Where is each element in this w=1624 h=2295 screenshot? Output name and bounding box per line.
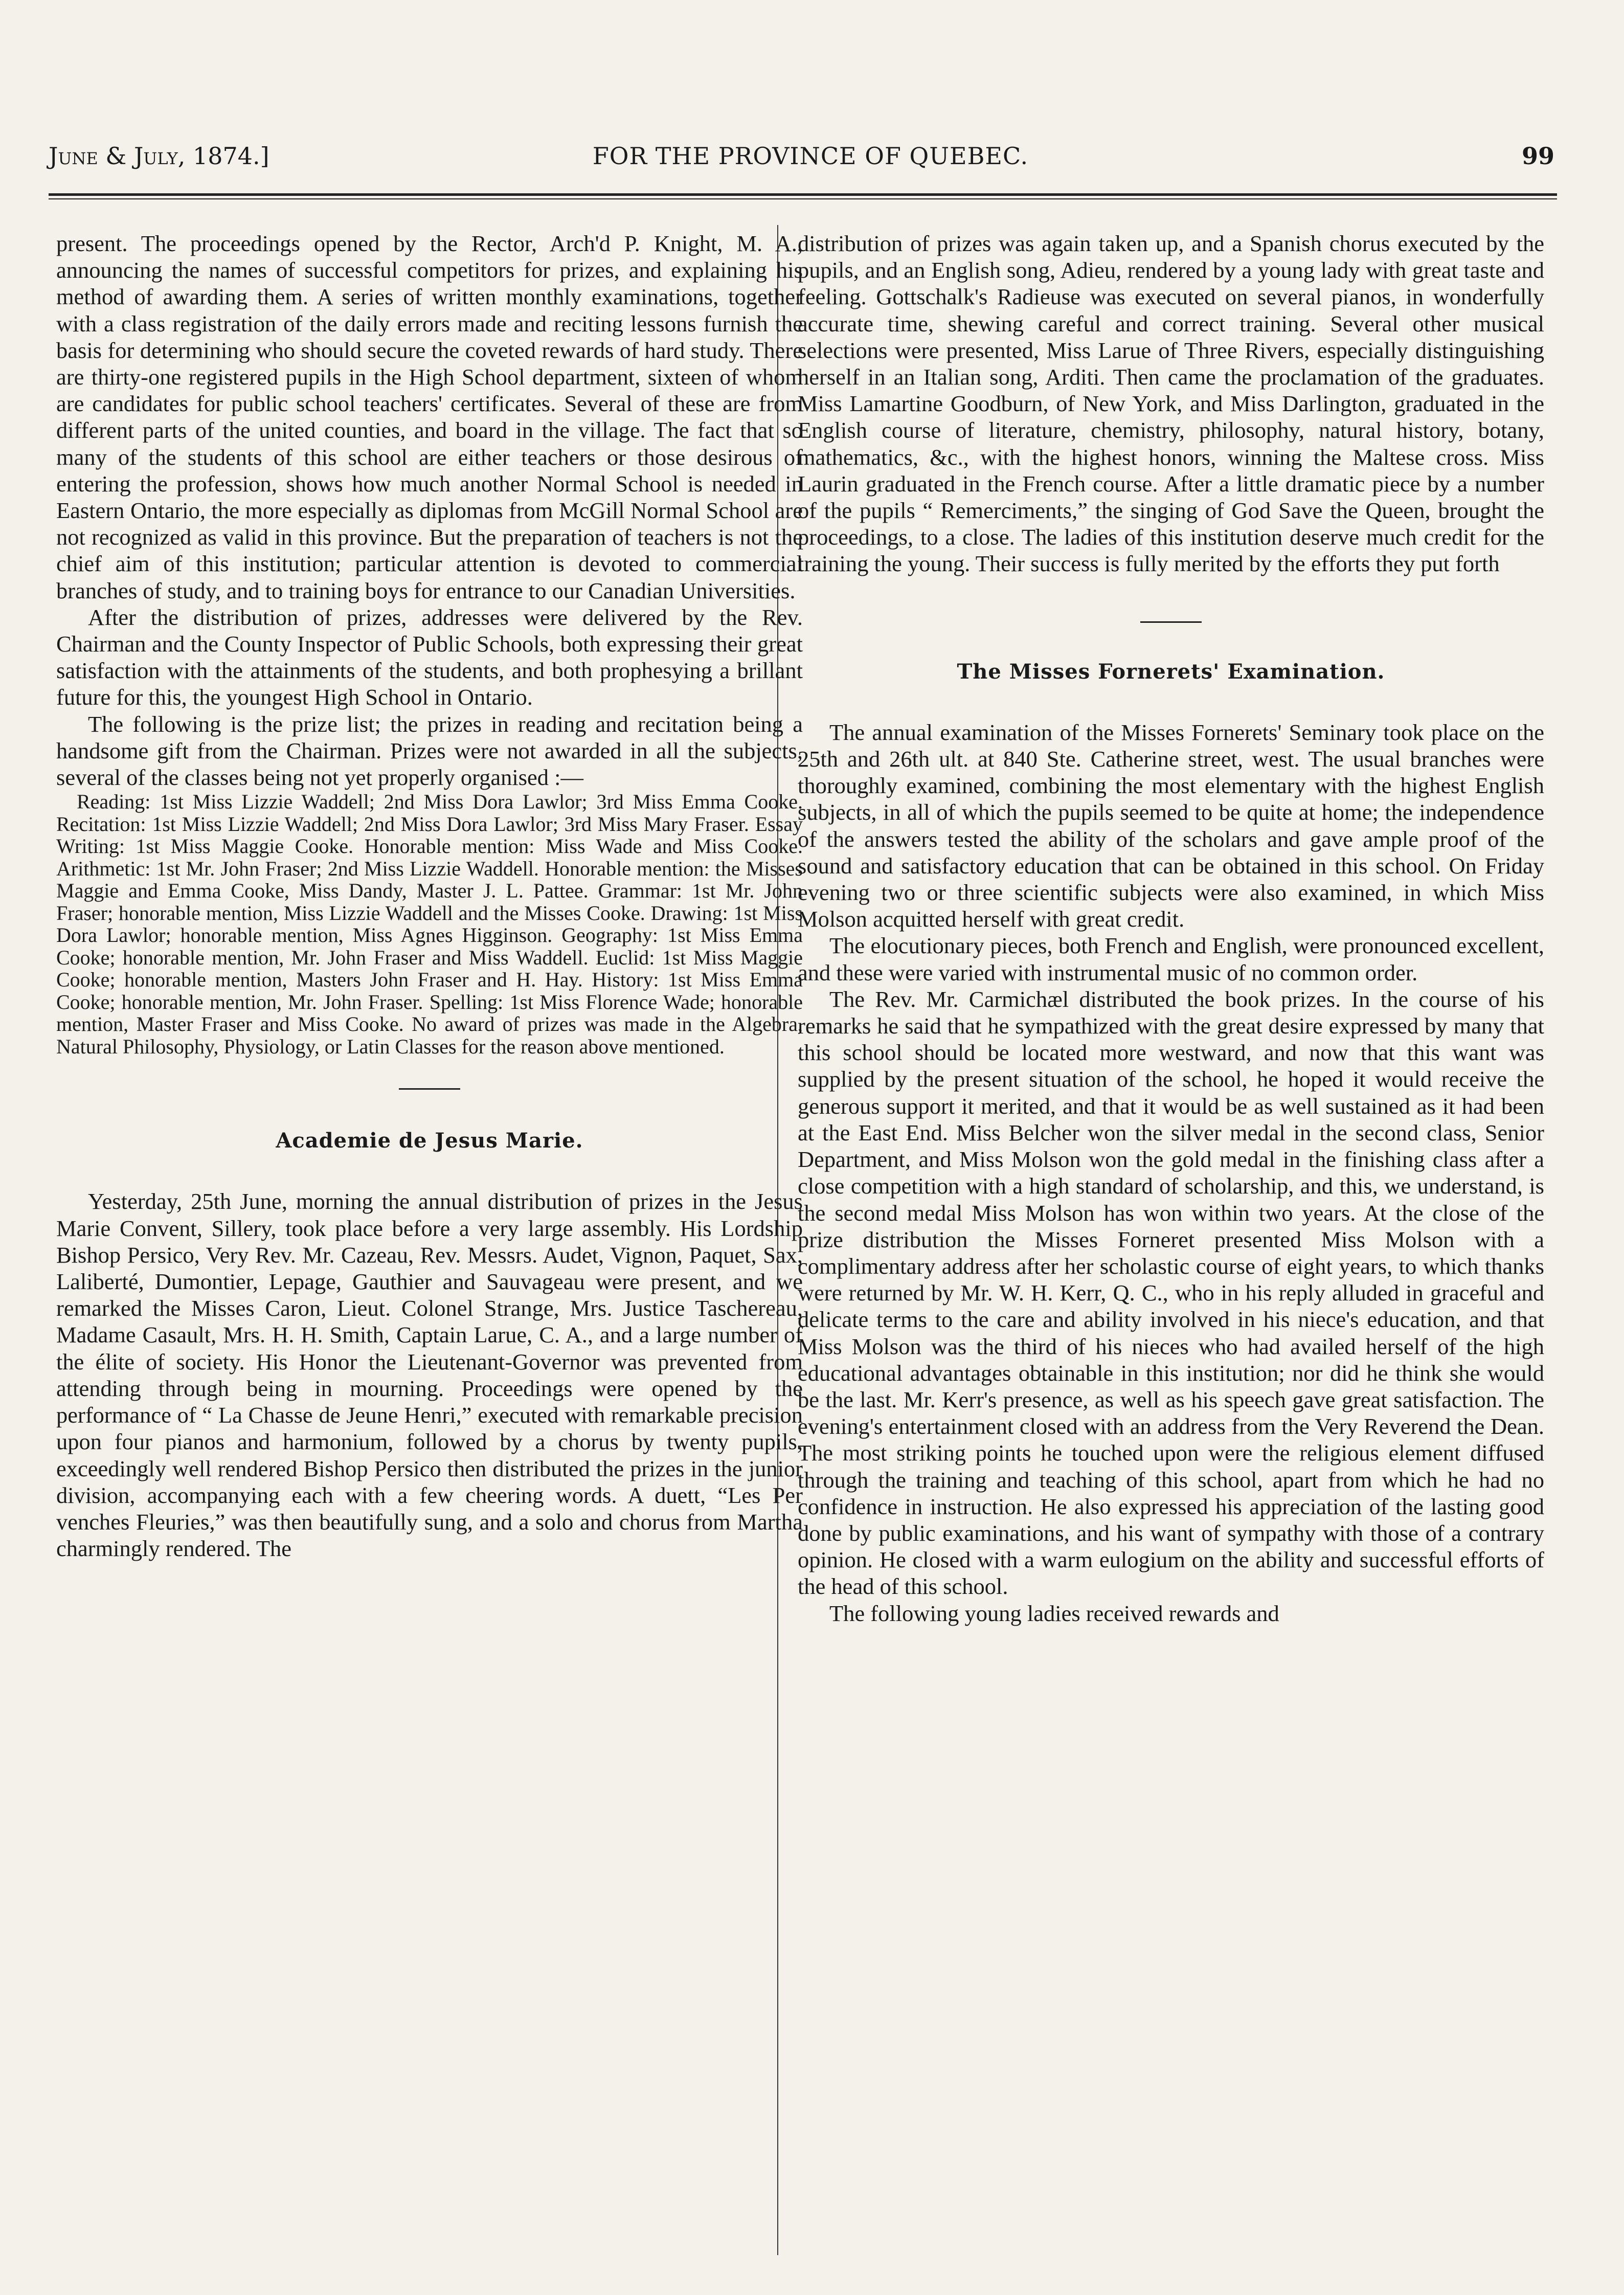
paragraph: The Rev. Mr. Carmichæl distributed the book prizes. In the course of his remarks he said that he sympathized with the great desire expressed by many that this school should be located more westward, and now that this want was supplied by the present situation of the school, he hoped it would receive the generous support it merited, and that it would be as well sustained as it had been at the East End. Miss Belcher won the silver medal in the second class, Senior Department, and Miss Molson won the gold medal in the finishing class after a close competition with a high standard of scholarship, and this, we understand, is the second medal Miss Molson has won within two years. At the close of the prize distribution the Misses Forneret presented Miss Molson with a complimentary address after her scholastic course of eight years, to which thanks were returned by Mr. W. H. Kerr, Q. C., who in his reply alluded in graceful and delicate terms to the care and ability involved in his niece's education, and that Miss Molson was the third of his nieces who had availed herself of the high educational advantages obtainable in this institution; nor did he think she would be the last. Mr. Kerr's presence, as well as his speech gave great satisfaction. The evening's entertainment closed with an address from the Very Reverend the Dean. The most striking points he touched upon were the religious element diffused through the training and teaching of this school, apart from which he had no confidence in instruction. He also expressed his appreciation of the lasting good done by public examinations, and his want of sympathy with those of a contrary opinion. He closed with a warm eulogium on the ability and successful efforts of the head of this school.	[798, 986, 1544, 1600]
paragraph: The following young ladies received rewards and	[829, 1600, 1279, 1626]
issue-date: June & July, 1874.]	[49, 142, 269, 170]
page-number: 99	[1521, 142, 1554, 170]
paragraph: Yesterday, 25th June, morning the annual distribution of prizes in the Jesus Marie Convent, Sillery, took place before a very large assembly. His Lordship Bishop Persico, Very Rev. Mr. Cazeau, Rev. Messrs. Audet, Vignon, Paquet, Sax, Laliberté, Dumontier, Lepage, Gauthier and Sauvageau were present, and we remarked the Misses Caron, Lieut. Colonel Strange, Mrs. Justice Taschereau, Madame Casault, Mrs. H. H. Smith, Captain Larue, C. A., and a large number of the élite of society. His Honor the Lieutenant-Governor was prevented from attending through being in mourning. Proceedings were opened by the performance of “ La Chasse de Jeune Henri,” executed with remarkable precision upon four pianos and harmonium, followed by a chorus by twenty pupils, exceedingly well rendered Bishop Persico then distributed the prizes in the junior division, accompanying each with a few cheering words. A duett, “Les Per venches Fleuries,” was then beautifully sung, and a solo and chorus from Martha charmingly rendered. The	[56, 1188, 803, 1562]
section-separator	[1140, 621, 1202, 623]
continued-paragraph: present. The proceedings opened by the Rector, Arch'd P. Knight, M. A., announcing the names of successful competitors for prizes, and explaining his method of awarding them. A series of written monthly examinations, together with a class registration of the daily errors made and reciting lessons furnish the basis for determining who should secure the coveted rewards of hard study. There are thirty-one registered pupils in the High School department, sixteen of whom are candidates for public school teachers' certificates. Several of these are from different parts of the united counties, and board in the village. The fact that so many of the students of this school are either teachers or those desirous of entering the profession, shows how much another Normal School is needed in Eastern Ontario, the more especially as diplomas from McGill Normal School are not recognized as valid in this province. But the preparation of teachers is not the chief aim of this institution; particular attention is devoted to commercial branches of study, and to training boys for entrance to our Canadian Universities.	[56, 231, 803, 603]
right-column	[798, 230, 1544, 1627]
page-header	[49, 132, 1572, 183]
running-title: FOR THE PROVINCE OF QUEBEC.	[592, 142, 1029, 170]
section-heading: Academie de Jesus Marie.	[276, 1129, 583, 1153]
paragraph: The annual examination of the Misses Fornerets' Seminary took place on the 25th and 26th ult. at 840 Ste. Catherine street, west. The usual branches were thoroughly examined, combining the most elementary with the highest English subjects, in all of which the pupils seemed to be quite at home; the independence of the answers tested the ability of the scholars and gave ample proof of the sound and satisfactory education that can be obtained in this school. On Friday evening two or three scientific subjects were also examined, in which Miss Molson acquitted herself with great credit.	[798, 719, 1544, 932]
paragraph: After the distribution of prizes, addresses were delivered by the Rev. Chairman and the County Inspector of Public Schools, both expressing their great satisfaction with the attainments of the students, and both prophesying a brillant future for this, the youngest High School in Ontario.	[56, 604, 803, 710]
paragraph: The elocutionary pieces, both French and English, were pronounced excellent, and these were varied with instrumental music of no common order.	[798, 933, 1544, 985]
section-separator	[399, 1088, 460, 1090]
prize-list: Reading: 1st Miss Lizzie Waddell; 2nd Miss Dora Lawlor; 3rd Miss Emma Cooke. Recitation: 1st Miss Lizzie Waddell; 2nd Miss Dora Lawlor; 3rd Miss Mary Fraser. Essay Writing: 1st Miss Maggie Cooke. Honorable mention: Miss Wade and Miss Cooke. Arithmetic: 1st Mr. John Fraser; 2nd Miss Lizzie Waddell. Honorable mention: the Misses Maggie and Emma Cooke, Miss Dandy, Master J. L. Pattee. Grammar: 1st Mr. John Fraser; honorable mention, Miss Lizzie Waddell and the Misses Cooke. Drawing: 1st Miss Dora Lawlor; honorable mention, Miss Agnes Higginson. Geography: 1st Miss Emma Cooke; honorable mention, Mr. John Fraser and Miss Waddell. Euclid: 1st Miss Maggie Cooke; honorable mention, Masters John Fraser and H. Hay. History: 1st Miss Emma Cooke; honorable mention, Mr. John Fraser. Spelling: 1st Miss Florence Wade; honorable mention, Master Fraser and Miss Cooke. No award of prizes was made in the Algebra, Natural Philosophy, Physiology, or Latin Classes for the reason above mentioned.	[56, 790, 803, 1058]
left-column	[56, 230, 803, 1562]
header-rule	[49, 193, 1557, 199]
paragraph: The following is the prize list; the prizes in reading and recitation being a handsome gift from the Chairman. Prizes were not awarded in all the subjects, several of the classes being not yet properly organised :—	[56, 711, 803, 791]
continued-paragraph: distribution of prizes was again taken up, and a Spanish chorus executed by the pupils, and an English song, Adieu, rendered by a young lady with great taste and feeling. Gottschalk's Radieuse was executed on several pianos, in wonderfully accurate time, shewing careful and correct training. Several other musical selections were presented, Miss Larue of Three Rivers, especially distinguishing herself in an Italian song, Arditi. Then came the proclamation of the graduates. Miss Lamartine Goodburn, of New York, and Miss Darlington, graduated in the English course of literature, chemistry, philosophy, natural history, botany, mathematics, &c., with the highest honors, winning the Maltese cross. Miss Laurin graduated in the French course. After a little dramatic piece by a number of the pupils “ Remerciments,” the singing of God Save the Queen, brought the proceedings, to a close. The ladies of this institution deserve much credit for the training the young. Their success is fully merited by the efforts they put forth	[798, 231, 1544, 577]
section-heading: The Misses Fornerets' Examination.	[957, 659, 1385, 684]
